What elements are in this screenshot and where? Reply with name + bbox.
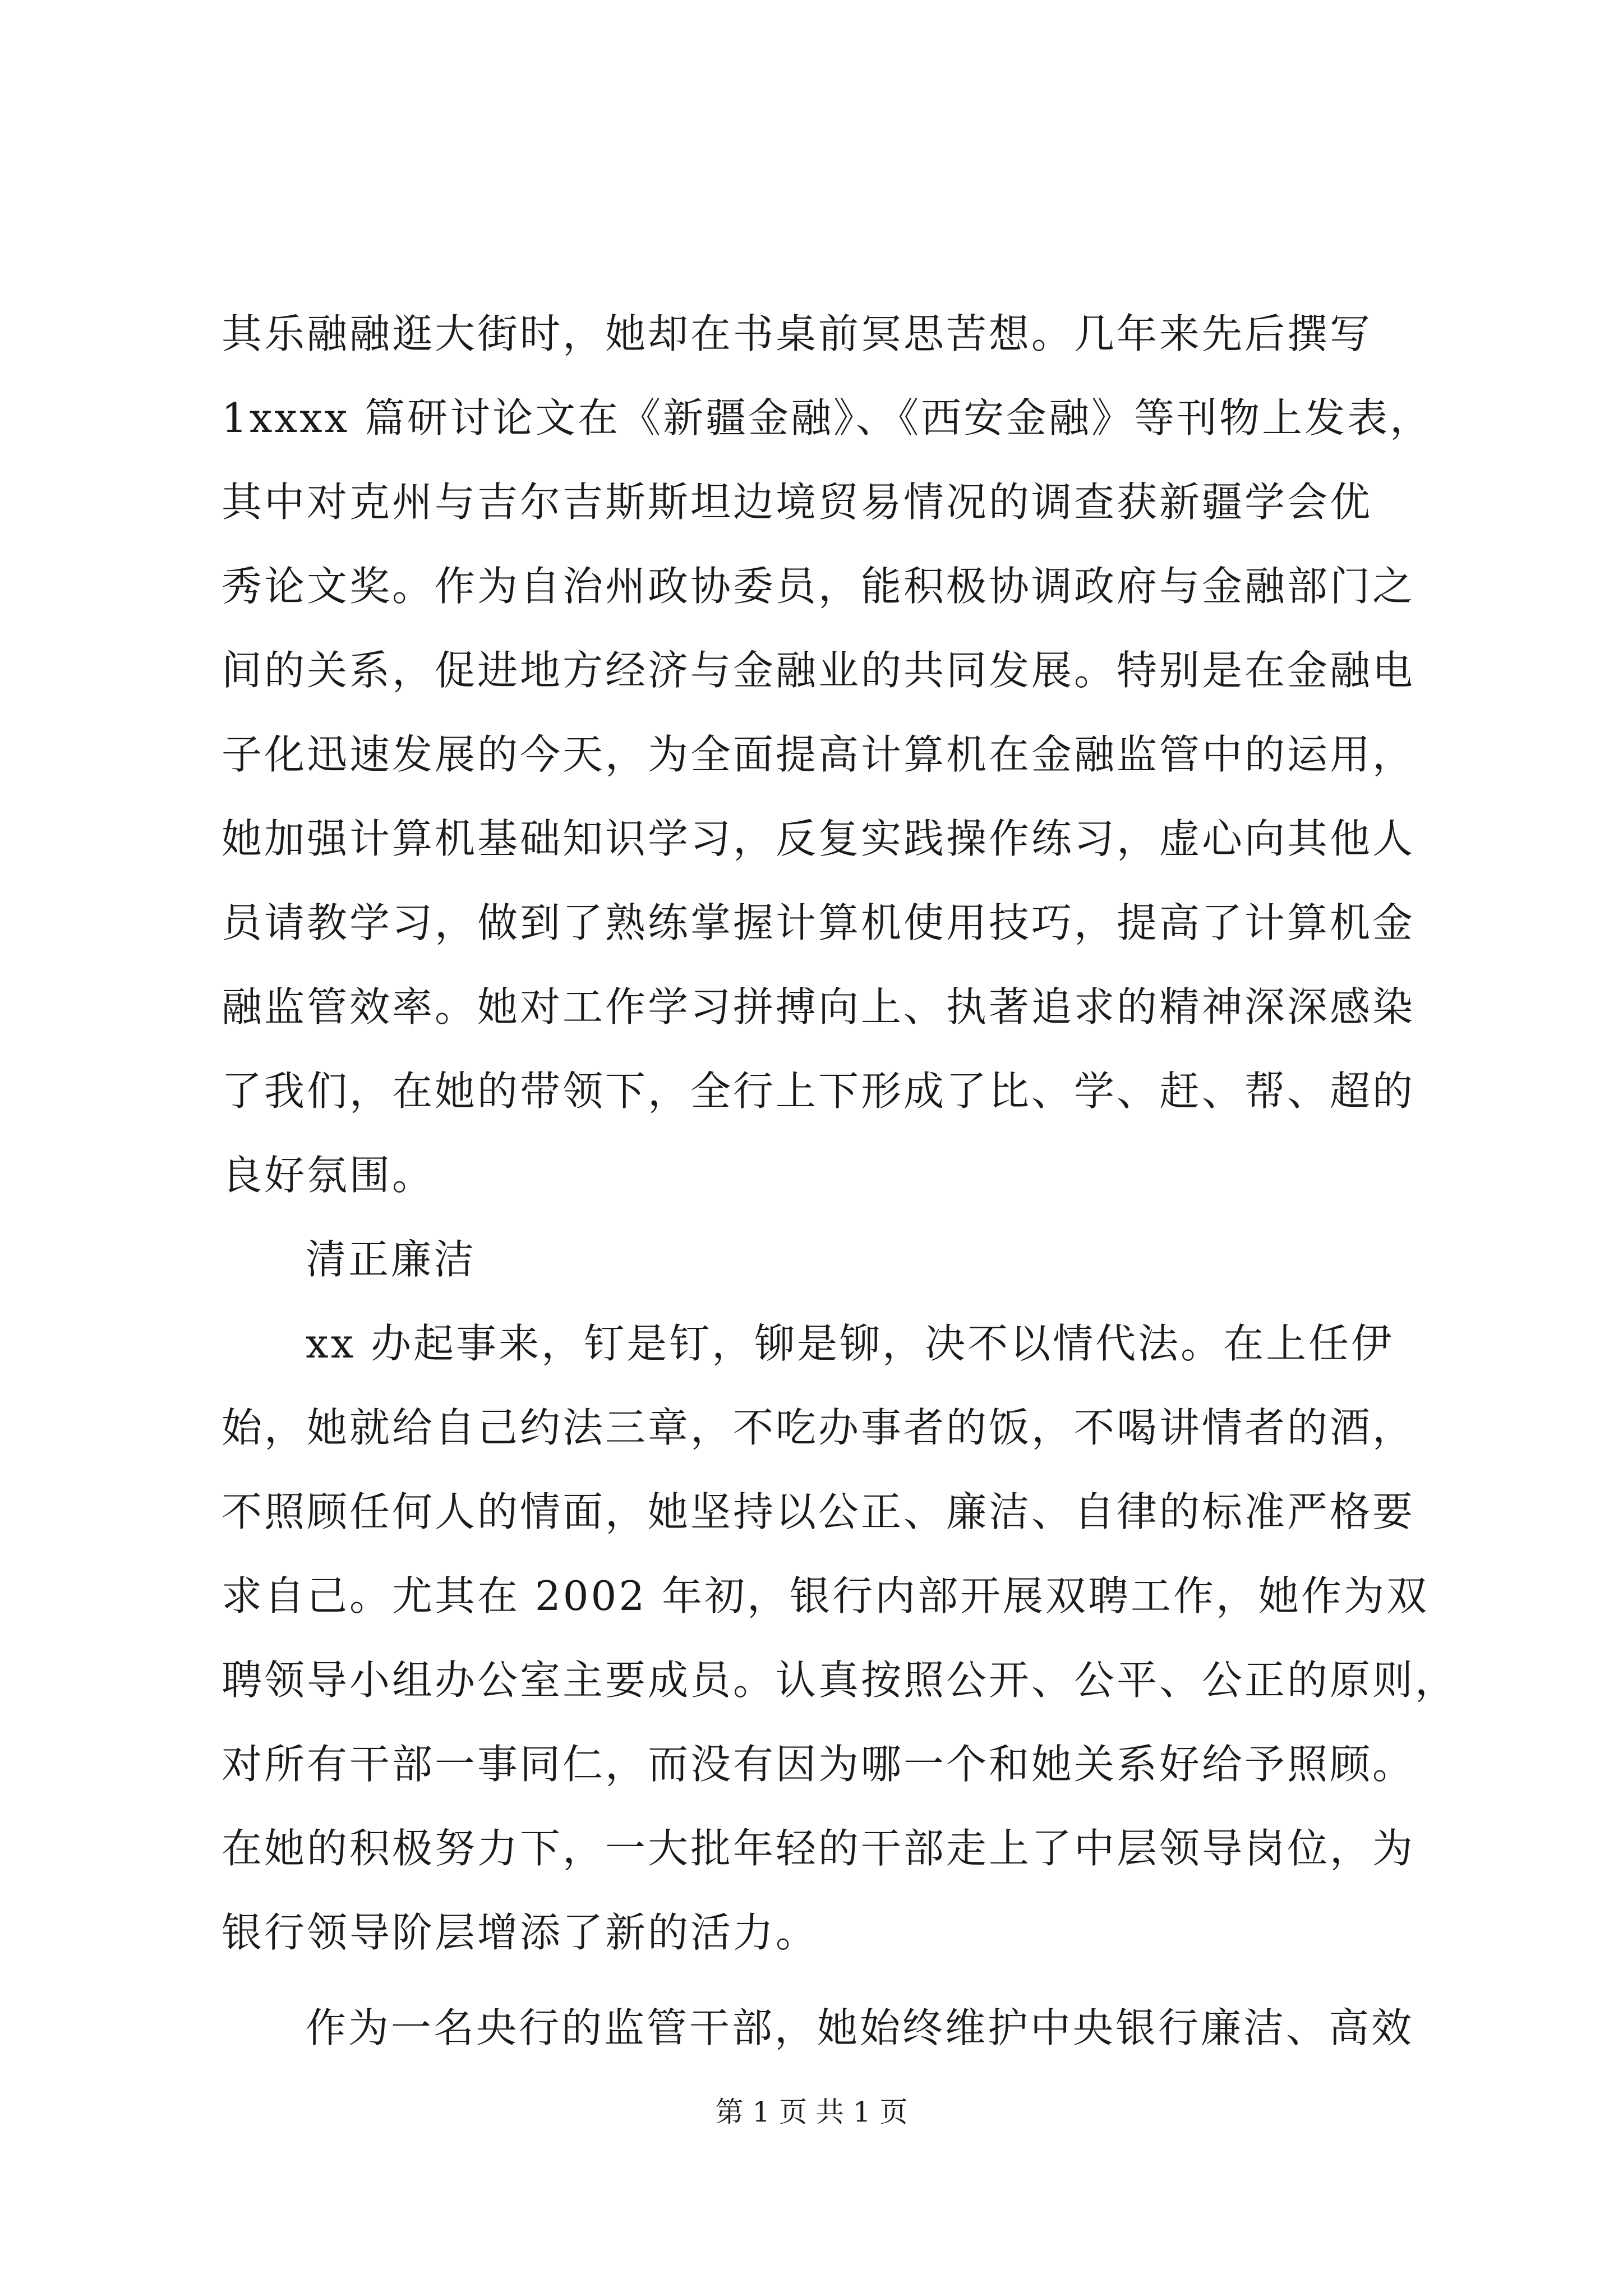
body-line: 良好氛围。: [222, 1152, 435, 1199]
body-line: 始，她就给自己约法三章，不吃办事者的饭，不喝讲情者的酒，: [222, 1404, 1415, 1451]
body-line: 秀论文奖。作为自治州政协委员，能积极协调政府与金融部门之: [222, 563, 1415, 610]
section-heading: 清正廉洁: [306, 1236, 477, 1283]
body-line: 其中对克州与吉尔吉斯斯坦边境贸易情况的调查获新疆学会优: [222, 478, 1373, 526]
body-line: 了我们，在她的带领下，全行上下形成了比、学、赶、帮、超的: [222, 1068, 1415, 1115]
body-line: 子化迅速发展的今天，为全面提高计算机在金融监管中的运用，: [222, 731, 1415, 778]
body-line: 求自己。尤其在 2002 年初，银行内部开展双聘工作，她作为双: [222, 1572, 1430, 1619]
body-line: 其乐融融逛大街时，她却在书桌前冥思苦想。几年来先后撰写: [222, 310, 1373, 357]
body-line: xx 办起事来，钉是钉，铆是铆，决不以情代法。在上任伊: [306, 1320, 1394, 1367]
body-line: 对所有干部一事同仁，而没有因为哪一个和她关系好给予照顾。: [222, 1741, 1415, 1788]
body-line: 员请教学习，做到了熟练掌握计算机使用技巧，提高了计算机金: [222, 899, 1415, 946]
body-line: 在她的积极努力下，一大批年轻的干部走上了中层领导岗位，为: [222, 1825, 1415, 1872]
body-line: 她加强计算机基础知识学习，反复实践操作练习，虚心向其他人: [222, 815, 1415, 862]
body-line: 融监管效率。她对工作学习拼搏向上、执著追求的精神深深感染: [222, 983, 1415, 1030]
body-line: 聘领导小组办公室主要成员。认真按照公开、公平、公正的原则，: [222, 1657, 1458, 1704]
body-line: 不照顾任何人的情面，她坚持以公正、廉洁、自律的标准严格要: [222, 1488, 1415, 1535]
page-footer: 第 1 页 共 1 页: [715, 2096, 908, 2128]
body-line: 1xxxx 篇研讨论文在《新疆金融》、《西安金融》等刊物上发表，: [222, 394, 1433, 441]
paragraph-gap: [222, 1975, 1410, 1986]
body-line: 间的关系，促进地方经济与金融业的共同发展。特别是在金融电: [222, 647, 1415, 694]
body-line: 银行领导阶层增添了新的活力。: [222, 1909, 819, 1956]
body-line: 作为一名央行的监管干部，她始终维护中央银行廉洁、高效: [306, 2004, 1414, 2051]
document-body: [222, 292, 1458, 2070]
